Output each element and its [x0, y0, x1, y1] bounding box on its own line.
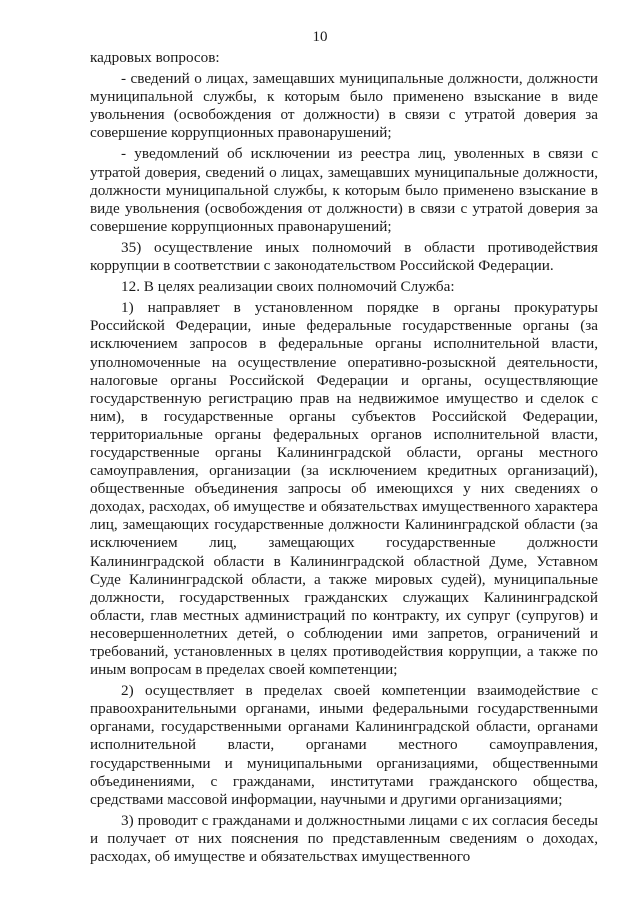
- paragraph-item-2: 2) осуществляет в пределах своей компетенции взаимодействие с правоохранительными органами, иными федеральными государственными органами, государственными органами Калининградской области, органами исполнительной власти, органами местного самоуправления, государственными и муниципальными организациями, общественными объединениями, с гражданами, институтами гражданского общества, средствами массовой информации, научными и другими организациями;: [90, 682, 598, 808]
- paragraph-item-1: 1) направляет в установленном порядке в органы прокуратуры Российской Федерации, иные федеральные государственные органы (за исключением запросов в федеральные органы исполнительной власти, уполномоченные на осуществление оперативно-розыскной деятельности, налоговые органы Российской Федерации и органы, осуществляющие государственную регистрацию прав на недвижимое имущество и сделок с ним), в государственные органы субъектов Российской Федерации, территориальные органы федеральных органов исполнительной власти, государственные органы Калининградской области, органы местного самоуправления, организации (за исключением кредитных организаций), общественные объединения запросы об имеющихся у них сведениях о доходах, расходах, об имуществе и обязательствах имущественного характера лиц, замещающих государственные должности Калининградской области (за исключением лиц, замещающих государственные должности Калининградской области в Калининградской областной Думе, Уставном Суде Калининградской области, а также мировых судей), муниципальные должности, государственных гражданских служащих Калининградской области, глав местных администраций по контракту, их супруг (супругов) и несовершеннолетних детей, о соблюдении ими запретов, ограничений и требований, установленных в целях противодействия коррупции, а также по иным вопросам в пределах своей компетенции;: [90, 299, 598, 679]
- page-number: 10: [312, 29, 328, 45]
- paragraph-item-35: 35) осуществление иных полномочий в области противодействия коррупции в соответствии с законодательством Российской Федерации.: [90, 238, 598, 275]
- paragraph-section-12: 12. В целях реализации своих полномочий Служба:: [121, 278, 455, 296]
- paragraph-dismissed-officials: - сведений о лицах, замещавших муниципальные должности, должности муниципальной службы, к которым было применено взыскание в виде увольнения (освобождения от должности) в связи с утратой доверия за совершение коррупционных правонарушений;: [90, 70, 598, 142]
- paragraph-registry-exclusion: - уведомлений об исключении из реестра лиц, уволенных в связи с утратой доверия, сведений о лицах, замещавших муниципальные должности, должности муниципальной службы, к которым было применено взыскание в виде увольнения (освобождения от должности) в связи с утратой доверия за совершение коррупционных правонарушений;: [90, 145, 598, 235]
- paragraph-item-3: 3) проводит с гражданами и должностными лицами с их согласия беседы и получает от них пояснения по представленным сведениям о доходах, расходах, об имуществе и обязательствах имущественного: [90, 811, 598, 866]
- document-body: [90, 49, 598, 869]
- paragraph-continuation: кадровых вопросов:: [90, 49, 220, 66]
